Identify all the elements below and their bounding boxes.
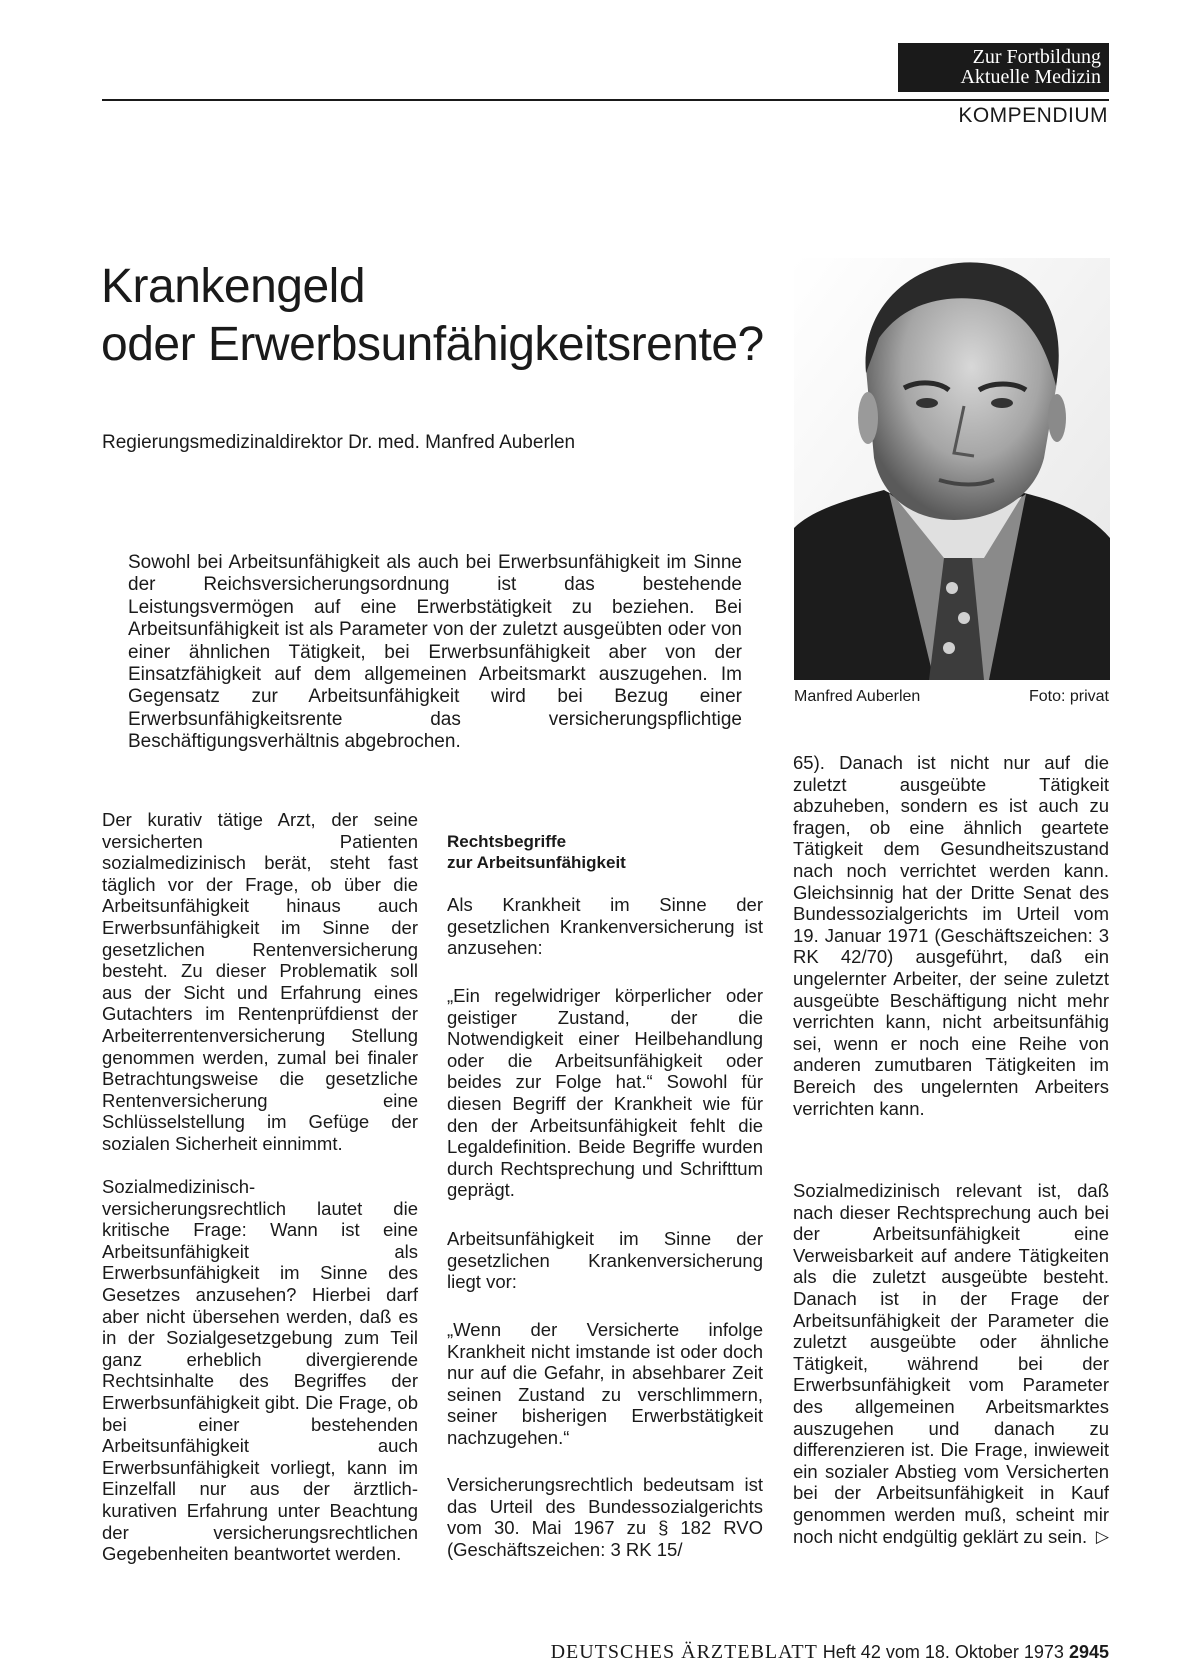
section-label: KOMPENDIUM xyxy=(958,104,1108,127)
paragraph-text xyxy=(793,1180,1109,1547)
badge-line-1: Zur Fortbildung xyxy=(972,46,1101,68)
paragraph-text: Als Krankheit im Sinne der gesetzlichen Krankenversicherung ist anzusehen: xyxy=(447,894,763,959)
article-title xyxy=(101,258,801,374)
page-footer xyxy=(551,1641,1109,1664)
author-portrait-photo xyxy=(794,258,1110,680)
title-line-2: oder Erwerbsunfähigkeitsrente? xyxy=(101,318,764,371)
subheading-line-2: zur Arbeitsunfähigkeit xyxy=(447,853,626,872)
column-2-paragraph-2 xyxy=(447,985,763,1201)
column-3-paragraph-2 xyxy=(793,1180,1109,1547)
issue-info: Heft 42 vom 18. Oktober 1973 xyxy=(822,1642,1064,1662)
article-abstract: Sowohl bei Arbeitsunfähigkeit als auch bei Erwerbsunfähigkeit im Sinne der Reichsversicherungsordnung ist das bestehende Leistungsvermögen auf eine Erwerbstätigkeit zu beziehen. Bei Arbeitsunfähigkeit ist als Parameter von der zuletzt ausgeübten oder von einer ähnlichen Tätigkeit, bei Erwerbsunfähigkeit aber von der Einsatzfähigkeit auf dem allgemeinen Arbeitsmarkt auszugehen. Im Gegensatz zur Arbeitsunfähigkeit wird bei Bezug einer Erwerbsunfähigkeitsrente das versicherungspflichtige Beschäftigungsverhältnis abgebrochen. xyxy=(128,552,742,753)
paragraph-text: Sozialmedizinisch-versicherungsrechtlich lautet die kritische Frage: Wann ist eine Arbeitsunfähigkeit als Erwerbsunfähigkeit im Sinne des Gesetzes anzusehen? Hierbei darf aber nicht übersehen werden, daß es in der Sozialgesetzgebung zum Teil ganz erheblich divergierende Rechtsinhalte des Begriffes der Erwerbsunfähigkeit gibt. Die Frage, ob bei einer bestehenden Arbeitsunfähigkeit auch Erwerbsunfähigkeit vorliegt, kann im Einzelfall nur aus der ärztlich-kurativen Erfahrung unter Beachtung der versicherungsrechtlichen Gegebenheiten beantwortet werden. xyxy=(102,1176,418,1565)
photo-caption-name: Manfred Auberlen xyxy=(794,688,921,705)
column-1-paragraph-1 xyxy=(102,809,418,1155)
paragraph-body: Sozialmedizinisch relevant ist, daß nach dieser Rechtsprechung auch bei der Arbeitsunfähigkeit eine Verweisbarkeit auf andere Tätigkeiten als die zuletzt ausgeübte besteht. Danach ist in der Frage der Arbeitsunfähigkeit der Parameter die zuletzt ausgeübte oder ähnliche Tätigkeit, während bei der Erwerbsunfähigkeit vom Parameter des allgemeinen Arbeitsmarktes auszugehen und danach zu differenzieren ist. Die Frage, inwieweit ein sozialer Abstieg vom Versicherten bei der Arbeitsunfähigkeit in Kauf genommen werden muß, scheint mir noch nicht endgültig geklärt zu sein. xyxy=(793,1180,1109,1547)
column-2-paragraph-1 xyxy=(447,894,763,959)
paragraph-text: Arbeitsunfähigkeit im Sinne der gesetzlichen Krankenversicherung liegt vor: xyxy=(447,1228,763,1293)
column-2-paragraph-5 xyxy=(447,1474,763,1560)
journal-name: DEUTSCHES ÄRZTEBLATT xyxy=(550,1641,818,1663)
author-line: Regierungsmedizinaldirektor Dr. med. Manfred Auberlen xyxy=(102,432,576,453)
subheading-rechtsbegriffe xyxy=(447,831,763,873)
paragraph-text: Versicherungsrechtlich bedeutsam ist das Urteil des Bundessozialgerichts vom 30. Mai 1967 zu § 182 RVO (Geschäftszeichen: 3 RK 15/ xyxy=(447,1474,763,1560)
column-2-paragraph-4 xyxy=(447,1319,763,1449)
column-3-paragraph-1 xyxy=(793,752,1109,1119)
page-number: 2945 xyxy=(1068,1642,1109,1662)
paragraph-text: 65). Danach ist nicht nur auf die zuletzt ausgeübte Tätigkeit abzuheben, sondern es ist auch zu fragen, ob eine ähnlich geartete Tätigkeit dem Gesundheitszustand nach noch verrichtet werden kann. Gleichsinnig hat der Dritte Senat des Bundessozialgerichts im Urteil vom 19. Januar 1971 (Geschäftszeichen: 3 RK 42/70) ausgeführt, daß ein ungelernter Arbeiter, der seine zuletzt ausgeübte Beschäftigung nicht mehr verrichten kann, nicht arbeitsunfähig sei, wenn er noch eine Reihe von anderen zumutbaren Tätigkeiten im Bereich des ungelernten Arbeiters verrichten kann. xyxy=(793,752,1109,1119)
section-badge xyxy=(898,43,1109,92)
paragraph-text: „Wenn der Versicherte infolge Krankheit nicht imstande ist oder doch nur auf die Gefahr, in absehbarer Zeit seinen Zustand zu verschlimmern, seiner bisherigen Erwerbstätigkeit nachzugehen.“ xyxy=(447,1319,763,1448)
column-2-paragraph-3 xyxy=(447,1228,763,1293)
paragraph-text: „Ein regelwidriger körperlicher oder geistiger Zustand, der die Notwendigkeit einer Heilbehandlung oder die Arbeitsunfähigkeit oder beides zur Folge hat.“ Sowohl für diesen Begriff der Krankheit wie für den der Arbeitsunfähigkeit fehlt die Legaldefinition. Beide Begriffe wurden durch Rechtsprechung und Schrifttum geprägt. xyxy=(447,985,763,1201)
title-line-1: Krankengeld xyxy=(101,260,366,313)
photo-caption-credit: Foto: privat xyxy=(1028,688,1109,705)
column-1-paragraph-2 xyxy=(102,1176,418,1565)
subheading-line-1: Rechtsbegriffe xyxy=(447,832,567,851)
continue-arrow-icon: ▷ xyxy=(1095,1526,1109,1546)
header-rule xyxy=(102,99,1109,101)
badge-line-2: Aktuelle Medizin xyxy=(960,66,1101,88)
paragraph-text: Der kurativ tätige Arzt, der seine versicherten Patienten sozialmedizinisch berät, steht fast täglich vor der Frage, ob über die Arbeitsunfähigkeit hinaus auch Erwerbsunfähigkeit im Sinne der gesetzlichen Rentenversicherung besteht. Zu dieser Problematik soll aus der Sicht und Erfahrung eines Gutachters im Rentenprüfdienst der Arbeiterrentenversicherung Stellung genommen werden, zumal bei finaler Betrachtungsweise die gesetzliche Rentenversicherung eine Schlüsselstellung im Gefüge der sozialen Sicherheit einnimmt. xyxy=(102,809,418,1154)
